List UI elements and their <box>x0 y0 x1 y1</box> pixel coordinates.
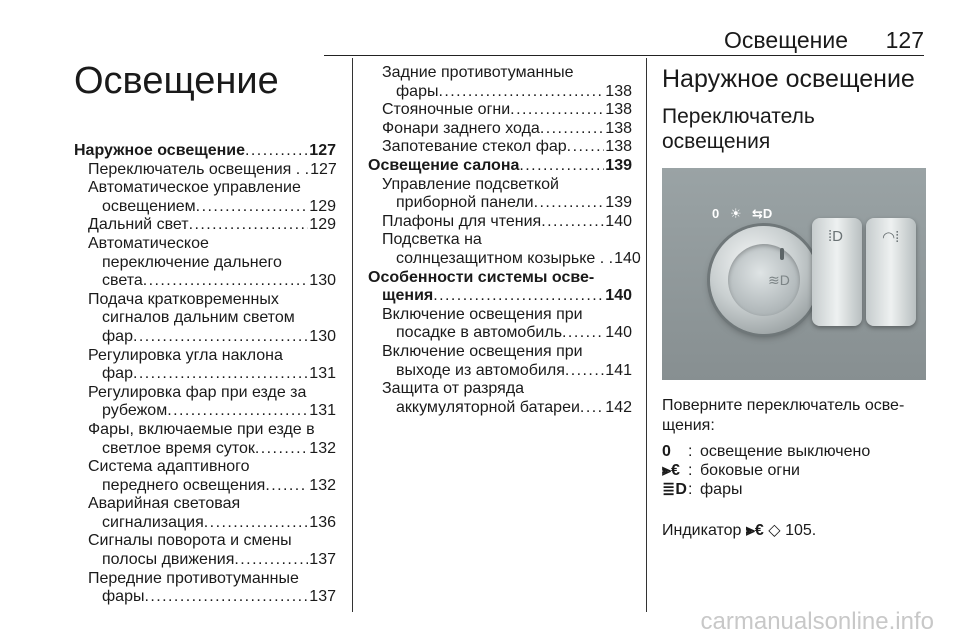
page-number: 127 <box>885 27 924 53</box>
toc-dot-leader <box>438 83 604 102</box>
toc-line <box>382 176 632 195</box>
toc-page-number: 130 <box>309 272 336 290</box>
toc-entry <box>74 347 336 384</box>
toc-entry <box>74 421 336 458</box>
toc-entry-text: фары <box>396 82 439 100</box>
toc-entry-text: фар <box>102 365 133 383</box>
legend-row <box>662 461 926 480</box>
toc-entry <box>74 384 336 421</box>
toc-entry <box>368 101 632 120</box>
toc-page-number: 139 <box>605 194 632 212</box>
toc-page-number: 138 <box>605 101 632 119</box>
legend-text: фары <box>700 481 743 498</box>
toc-line <box>88 402 336 421</box>
toc-entry-text: Включение освещения при <box>382 342 583 360</box>
toc-line <box>382 380 632 399</box>
toc-entry-text: Автоматическое управление <box>88 179 301 197</box>
toc-dot-leader <box>540 120 604 139</box>
toc-entry <box>368 213 632 232</box>
toc-dot-leader <box>534 194 605 213</box>
toc-line <box>88 365 336 384</box>
legend-row <box>662 442 926 461</box>
toc-line <box>88 514 336 533</box>
toc-line <box>88 309 336 328</box>
toc-entry-text: выходе из автомобиля <box>396 361 565 379</box>
column-divider <box>352 58 353 612</box>
toc-dot-leader <box>565 362 604 381</box>
toc-entry <box>74 291 336 347</box>
indicator-page-ref: 105. <box>785 522 817 539</box>
toc-page-number: 138 <box>605 119 632 137</box>
toc-section-entry <box>74 142 336 161</box>
toc-page-number: 138 <box>605 82 632 100</box>
toc-line <box>88 384 336 403</box>
toc-entry-text: полосы движения <box>102 551 235 569</box>
page-reference-icon: ◇ <box>768 522 781 539</box>
toc-column-2 <box>368 64 641 417</box>
running-header <box>324 26 924 54</box>
indicator-label: Индикатор <box>662 522 742 539</box>
instruction-text: Поверните переключатель осве-щения: <box>662 397 905 434</box>
toc-dot-leader <box>133 365 308 384</box>
toc-page-number: 129 <box>309 197 336 215</box>
subsection-title-line: освещения <box>662 130 771 153</box>
toc-line <box>382 213 632 232</box>
toc-column-1 <box>74 142 336 607</box>
chapter-title: Освещение <box>74 60 279 102</box>
toc-page-number: 129 <box>309 216 336 234</box>
toc-entry-text: Наружное освещение <box>74 142 246 159</box>
toc-line <box>382 362 632 381</box>
toc-entry-text: Система адаптивного <box>88 458 250 476</box>
toc-entry-text: щения <box>382 287 434 305</box>
toc-dot-leader <box>245 142 308 161</box>
front-fog-button <box>812 218 862 326</box>
toc-line <box>88 588 336 607</box>
toc-line <box>382 138 632 157</box>
toc-entry-text: Освещение салона <box>368 156 520 174</box>
light-switch-knob <box>710 226 818 334</box>
toc-line <box>382 343 632 362</box>
toc-entry-text: Передние противотуманные <box>88 569 299 587</box>
toc-line <box>88 440 336 459</box>
toc-page-number: 137 <box>309 588 336 606</box>
toc-entry-text: переднего освещения <box>102 476 266 494</box>
toc-entry-text: Регулировка угла наклона <box>88 346 283 364</box>
toc-line <box>368 287 632 306</box>
toc-entry-text: Задние противотуманные <box>382 64 574 81</box>
watermark: carmanualsonline.info <box>700 608 934 635</box>
toc-page-number: 140 <box>605 212 632 230</box>
legend-text: боковые огни <box>700 462 800 479</box>
legend-symbol-icon: 0 <box>662 443 671 460</box>
legend-symbol-icon: ⫸€ <box>662 462 680 479</box>
toc-page-number: 142 <box>605 398 632 416</box>
toc-dot-leader <box>433 287 604 306</box>
legend-symbol-icon: ≣D <box>662 481 687 498</box>
switch-positions-legend <box>662 442 926 499</box>
toc-dot-leader <box>196 198 309 217</box>
toc-page-number: 139 <box>605 156 632 174</box>
toc-entry-text: Регулировка фар при езде за <box>88 383 307 401</box>
toc-line <box>88 495 336 514</box>
toc-dot-leader <box>204 514 309 533</box>
toc-line <box>88 347 336 366</box>
toc-line <box>382 120 632 139</box>
toc-entry-text: фар <box>102 327 133 345</box>
toc-line <box>368 269 632 288</box>
toc-line <box>88 570 336 589</box>
subsection-title <box>662 104 926 154</box>
toc-page-number: 132 <box>309 476 336 494</box>
toc-page-number: 131 <box>309 365 336 383</box>
toc-entry <box>74 570 336 607</box>
toc-entry-text: сигнализация <box>102 513 204 531</box>
toc-line <box>382 101 632 120</box>
toc-entry-text: переключение дальнего <box>102 253 282 271</box>
toc-line <box>88 328 336 347</box>
toc-line <box>88 458 336 477</box>
toc-entry-text: Дальний свет <box>88 216 189 234</box>
toc-entry <box>368 306 632 343</box>
toc-line <box>382 249 641 269</box>
fog-light-icon: ≋D <box>768 272 790 288</box>
toc-entry-text: Запотевание стекол фар <box>382 138 567 156</box>
toc-dot-leader <box>567 138 605 157</box>
toc-entry-text: Включение освещения при <box>382 305 583 323</box>
toc-dot-leader <box>143 272 309 291</box>
toc-entry-text: Управление подсветкой <box>382 175 559 193</box>
toc-page-number: 140 <box>605 287 632 305</box>
toc-line <box>382 194 632 213</box>
toc-page-number: 137 <box>309 551 336 569</box>
toc-line <box>368 157 632 176</box>
toc-page-number: 127 <box>309 142 336 159</box>
toc-page-number: 136 <box>309 513 336 531</box>
toc-entry <box>368 231 641 268</box>
toc-entry-text: освещением <box>102 197 196 215</box>
rear-fog-icon: ◠⁞ <box>882 229 900 246</box>
toc-dot-leader <box>234 551 308 570</box>
running-header-title: Освещение <box>724 27 848 53</box>
legend-separator: : <box>688 443 693 460</box>
toc-line <box>88 551 336 570</box>
toc-section-entry <box>368 157 632 176</box>
toc-line <box>88 291 336 310</box>
toc-section-entry <box>368 269 632 306</box>
toc-page-number: 138 <box>605 138 632 156</box>
toc-entry-text: Защита от разряда <box>382 380 525 398</box>
legend-separator: : <box>688 462 693 479</box>
light-switch-image <box>662 168 926 380</box>
toc-line <box>382 306 632 325</box>
toc-dot-leader <box>265 477 308 496</box>
right-column <box>662 64 926 540</box>
toc-dot-leader <box>144 588 308 607</box>
toc-line <box>88 532 336 551</box>
toc-dot-leader <box>133 328 308 347</box>
toc-line <box>88 216 336 235</box>
toc-dot-leader <box>580 399 604 418</box>
toc-dot-leader <box>255 440 308 459</box>
toc-entry-text: Плафоны для чтения <box>382 212 542 230</box>
toc-line <box>88 272 336 291</box>
toc-page-number: 127 <box>310 160 337 178</box>
headlights-position-icon: ⇆D <box>752 206 773 221</box>
toc-line <box>382 83 632 102</box>
toc-entry <box>368 176 632 213</box>
toc-page-number: 132 <box>309 439 336 457</box>
toc-entry-text: Особенности системы осве- <box>368 268 595 286</box>
toc-page-number: 130 <box>309 327 336 345</box>
toc-line <box>382 64 632 83</box>
toc-entry-text: Автоматическое <box>88 234 209 252</box>
toc-line <box>88 161 336 180</box>
toc-entry-text: солнцезащитном козырьке . . <box>396 249 614 267</box>
toc-entry-text: Стояночные огни <box>382 101 511 119</box>
off-position-label: 0 <box>712 206 720 221</box>
toc-entry-text: посадке в автомобиль <box>396 324 563 342</box>
toc-entry-text: Подсветка на <box>382 231 482 249</box>
toc-entry <box>74 161 336 180</box>
toc-entry <box>74 532 336 569</box>
toc-entry <box>368 64 632 101</box>
toc-entry-text: Фары, включаемые при езде в <box>88 420 315 438</box>
toc-line <box>88 254 336 273</box>
toc-entry-text: света <box>102 272 143 290</box>
toc-entry <box>74 216 336 235</box>
toc-line <box>74 142 336 161</box>
toc-entry <box>368 138 632 157</box>
column-divider <box>646 58 647 612</box>
rear-fog-button <box>866 218 916 326</box>
side-lights-indicator-icon: ⫸€ <box>745 522 764 539</box>
toc-page-number: 140 <box>614 249 641 267</box>
toc-entry-text: Переключатель освещения . . <box>88 160 310 178</box>
toc-page-number: 141 <box>605 361 632 379</box>
front-fog-icon: ⁞D <box>828 228 843 245</box>
legend-text: освещение выключено <box>700 443 871 460</box>
header-rule <box>324 55 924 56</box>
knob-face <box>728 244 800 316</box>
toc-entry-text: сигналов дальним светом <box>102 309 295 327</box>
toc-entry <box>368 380 632 417</box>
toc-entry <box>368 343 632 380</box>
toc-dot-leader <box>541 213 604 232</box>
legend-row <box>662 480 926 499</box>
knob-pointer-icon <box>780 248 784 260</box>
toc-dot-leader <box>510 101 604 120</box>
toc-line <box>88 179 336 198</box>
toc-line <box>382 399 632 418</box>
toc-dot-leader <box>519 157 604 176</box>
toc-entry-text: Фонари заднего хода <box>382 119 540 137</box>
toc-entry-text: аккумуляторной батареи <box>396 398 580 416</box>
side-lights-position-icon: ☀ <box>730 206 742 221</box>
toc-line <box>382 231 632 250</box>
toc-entry-text: Подача кратковременных <box>88 290 279 308</box>
toc-entry <box>368 120 632 139</box>
toc-entry-text: фары <box>102 588 145 606</box>
toc-dot-leader <box>167 402 308 421</box>
toc-dot-leader <box>562 324 604 343</box>
toc-line <box>88 235 336 254</box>
toc-entry-text: приборной панели <box>396 194 534 212</box>
section-title: Наружное освещение <box>662 65 915 93</box>
toc-entry <box>74 235 336 291</box>
subsection-title-line: Переключатель <box>662 105 815 128</box>
toc-entry-text: светлое время суток <box>102 439 255 457</box>
toc-entry-text: Аварийная световая <box>88 495 241 513</box>
toc-entry <box>74 495 336 532</box>
indicator-line <box>662 521 926 540</box>
toc-line <box>88 477 336 496</box>
toc-entry <box>74 458 336 495</box>
legend-separator: : <box>688 481 693 498</box>
toc-entry-text: рубежом <box>102 402 168 420</box>
toc-line <box>88 421 336 440</box>
toc-page-number: 140 <box>605 324 632 342</box>
toc-entry <box>74 179 336 216</box>
toc-line <box>88 198 336 217</box>
toc-page-number: 131 <box>309 402 336 420</box>
toc-entry-text: Сигналы поворота и смены <box>88 532 292 550</box>
toc-dot-leader <box>189 216 309 235</box>
toc-line <box>382 324 632 343</box>
